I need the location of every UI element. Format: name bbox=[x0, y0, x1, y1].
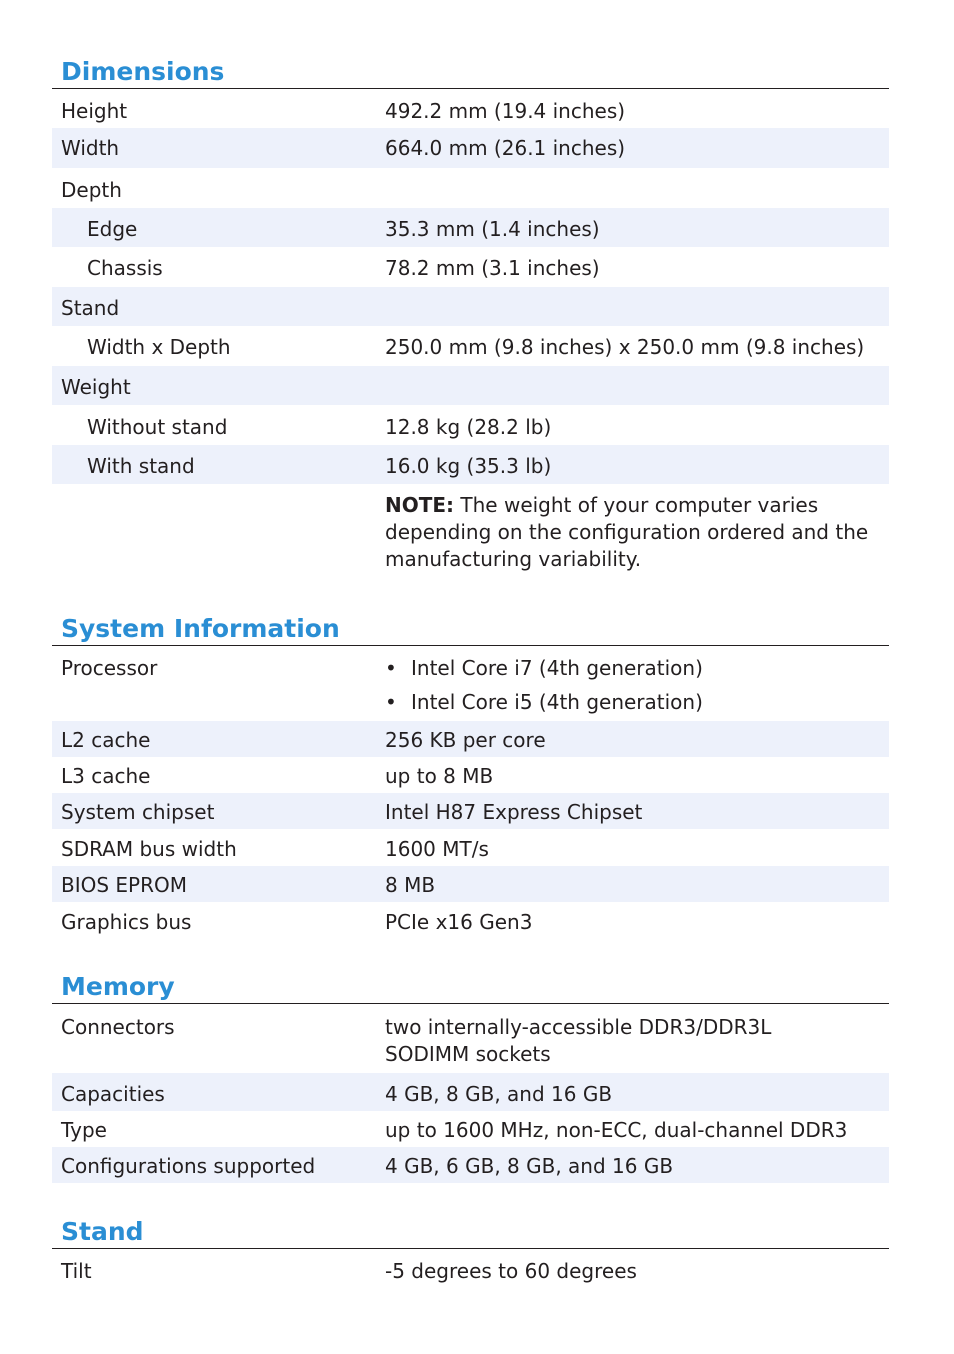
spec-label: With stand bbox=[87, 454, 195, 478]
spec-label: Chassis bbox=[87, 256, 163, 280]
spec-label: Configurations supported bbox=[61, 1154, 316, 1178]
table-row bbox=[52, 721, 889, 757]
spec-value: 16.0 kg (35.3 lb) bbox=[385, 454, 552, 478]
table-row bbox=[52, 1111, 889, 1147]
table-row bbox=[52, 326, 889, 366]
note-row bbox=[52, 484, 889, 579]
table-row bbox=[52, 793, 889, 829]
stand-section bbox=[52, 1216, 889, 1289]
table-row bbox=[52, 405, 889, 445]
spec-label: Connectors bbox=[61, 1015, 175, 1039]
spec-value: 250.0 mm (9.8 inches) x 250.0 mm (9.8 inches) bbox=[385, 335, 865, 359]
spec-label: Width bbox=[61, 136, 120, 160]
table-row bbox=[52, 829, 889, 866]
spec-value: 78.2 mm (3.1 inches) bbox=[385, 256, 600, 280]
spec-value: 4 GB, 6 GB, 8 GB, and 16 GB bbox=[385, 1154, 674, 1178]
spec-label: Tilt bbox=[61, 1259, 92, 1283]
spec-label: Width x Depth bbox=[87, 335, 231, 359]
table-row bbox=[52, 1147, 889, 1183]
note-body: The weight of your computer varies depending on the configuration ordered and the manufacturing variability. bbox=[385, 493, 869, 571]
table-row bbox=[52, 757, 889, 793]
spec-label: Type bbox=[61, 1118, 107, 1142]
spec-value: -5 degrees to 60 degrees bbox=[385, 1259, 637, 1283]
table-row bbox=[52, 1073, 889, 1111]
note-label: NOTE: bbox=[385, 493, 455, 517]
table-row bbox=[52, 1004, 889, 1073]
spec-label: L2 cache bbox=[61, 728, 151, 752]
processor-list bbox=[385, 652, 703, 720]
section-title: Dimensions bbox=[52, 56, 889, 89]
spec-value: 664.0 mm (26.1 inches) bbox=[385, 136, 626, 160]
table-row bbox=[52, 866, 889, 902]
spec-value: 1600 MT/s bbox=[385, 837, 489, 861]
spec-label: BIOS EPROM bbox=[61, 873, 188, 897]
spec-value: PCIe x16 Gen3 bbox=[385, 910, 533, 934]
list-item bbox=[385, 686, 703, 720]
bullet-icon: • bbox=[385, 656, 397, 680]
table-row bbox=[52, 445, 889, 484]
table-row bbox=[52, 1249, 889, 1289]
list-item-text: Intel Core i7 (4th generation) bbox=[411, 656, 703, 680]
spec-label: Depth bbox=[61, 178, 122, 202]
spec-value: 256 KB per core bbox=[385, 728, 546, 752]
section-title: Memory bbox=[52, 971, 889, 1004]
table-row bbox=[52, 902, 889, 940]
spec-label: System chipset bbox=[61, 800, 215, 824]
table-row bbox=[52, 168, 889, 208]
spec-value: Intel H87 Express Chipset bbox=[385, 800, 643, 824]
spec-label: Stand bbox=[61, 296, 120, 320]
spec-label: Height bbox=[61, 99, 128, 123]
spec-value: up to 1600 MHz, non-ECC, dual-channel DDR3 bbox=[385, 1118, 848, 1142]
spec-label: Weight bbox=[61, 375, 131, 399]
section-title: System Information bbox=[52, 613, 889, 646]
spec-label: Without stand bbox=[87, 415, 228, 439]
spec-value: 492.2 mm (19.4 inches) bbox=[385, 99, 626, 123]
table-row bbox=[52, 366, 889, 405]
spec-label: SDRAM bus width bbox=[61, 837, 237, 861]
spec-value: 12.8 kg (28.2 lb) bbox=[385, 415, 552, 439]
spec-value: 4 GB, 8 GB, and 16 GB bbox=[385, 1082, 613, 1106]
spec-value: two internally-accessible DDR3/DDR3L SODIMM sockets bbox=[385, 1015, 772, 1066]
table-row bbox=[52, 128, 889, 168]
spec-label: Edge bbox=[87, 217, 138, 241]
spec-value: up to 8 MB bbox=[385, 764, 494, 788]
list-item bbox=[385, 652, 703, 686]
spec-label: Graphics bus bbox=[61, 910, 192, 934]
dimensions-section bbox=[52, 56, 889, 579]
table-row bbox=[52, 247, 889, 287]
table-row bbox=[52, 208, 889, 247]
note-text bbox=[385, 492, 885, 573]
system-information-section bbox=[52, 613, 889, 940]
spec-label: Processor bbox=[61, 656, 158, 680]
section-title: Stand bbox=[52, 1216, 889, 1249]
list-item-text: Intel Core i5 (4th generation) bbox=[411, 690, 703, 714]
memory-section bbox=[52, 971, 889, 1183]
spec-label: Capacities bbox=[61, 1082, 165, 1106]
table-row bbox=[52, 89, 889, 128]
table-row bbox=[52, 646, 889, 721]
spec-value: 8 MB bbox=[385, 873, 436, 897]
spec-value: 35.3 mm (1.4 inches) bbox=[385, 217, 600, 241]
bullet-icon: • bbox=[385, 690, 397, 714]
spec-label: L3 cache bbox=[61, 764, 151, 788]
table-row bbox=[52, 287, 889, 326]
